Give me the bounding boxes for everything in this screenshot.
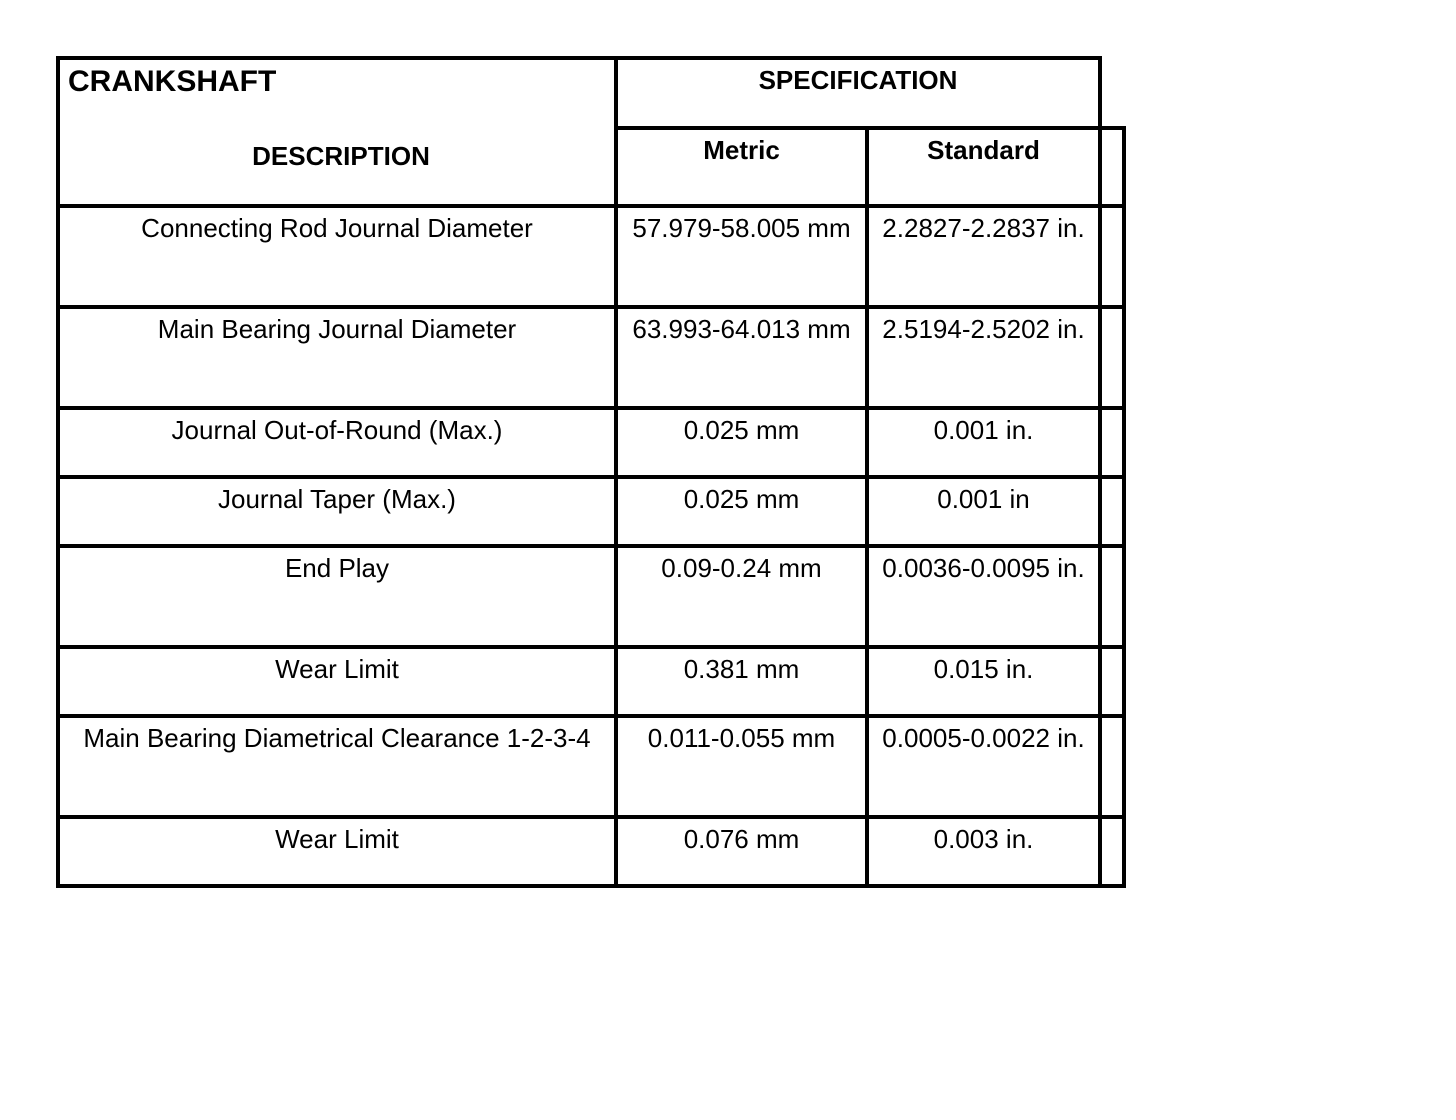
table-title-cell [58,58,616,206]
description-cell: Main Bearing Journal Diameter [58,307,616,408]
specification-header: SPECIFICATION [616,58,1100,128]
table-row [58,307,1124,408]
description-cell: Journal Taper (Max.) [58,477,616,546]
description-cell: Connecting Rod Journal Diameter [58,206,616,307]
standard-cell: 0.0005-0.0022 in. [867,716,1100,817]
metric-cell: 63.993-64.013 mm [616,307,867,408]
description-cell: Wear Limit [58,817,616,886]
table-title: CRANKSHAFT [68,65,277,98]
standard-cell: 0.001 in. [867,408,1100,477]
standard-cell: 2.5194-2.5202 in. [867,307,1100,408]
description-cell: Journal Out-of-Round (Max.) [58,408,616,477]
metric-header: Metric [616,128,867,206]
description-cell: Wear Limit [58,647,616,716]
standard-cell: 2.2827-2.2837 in. [867,206,1100,307]
metric-cell: 0.076 mm [616,817,867,886]
table-row [58,408,1124,477]
table-row [58,477,1124,546]
metric-cell: 0.025 mm [616,408,867,477]
table-title-row [58,58,1124,128]
metric-cell: 57.979-58.005 mm [616,206,867,307]
table-row [58,647,1124,716]
standard-cell: 0.003 in. [867,817,1100,886]
standard-cell: 0.0036-0.0095 in. [867,546,1100,647]
standard-cell: 0.001 in [867,477,1100,546]
standard-header: Standard [867,128,1100,206]
crankshaft-spec-table [56,56,1126,888]
standard-cell: 0.015 in. [867,647,1100,716]
table-row [58,817,1124,886]
description-cell: End Play [58,546,616,647]
spec-rows [58,206,1124,886]
table-row [58,546,1124,647]
description-header: DESCRIPTION [252,141,430,171]
table-row [58,716,1124,817]
metric-cell: 0.381 mm [616,647,867,716]
metric-cell: 0.011-0.055 mm [616,716,867,817]
table-row [58,206,1124,307]
metric-cell: 0.025 mm [616,477,867,546]
description-cell: Main Bearing Diametrical Clearance 1-2-3-4 [58,716,616,817]
metric-cell: 0.09-0.24 mm [616,546,867,647]
